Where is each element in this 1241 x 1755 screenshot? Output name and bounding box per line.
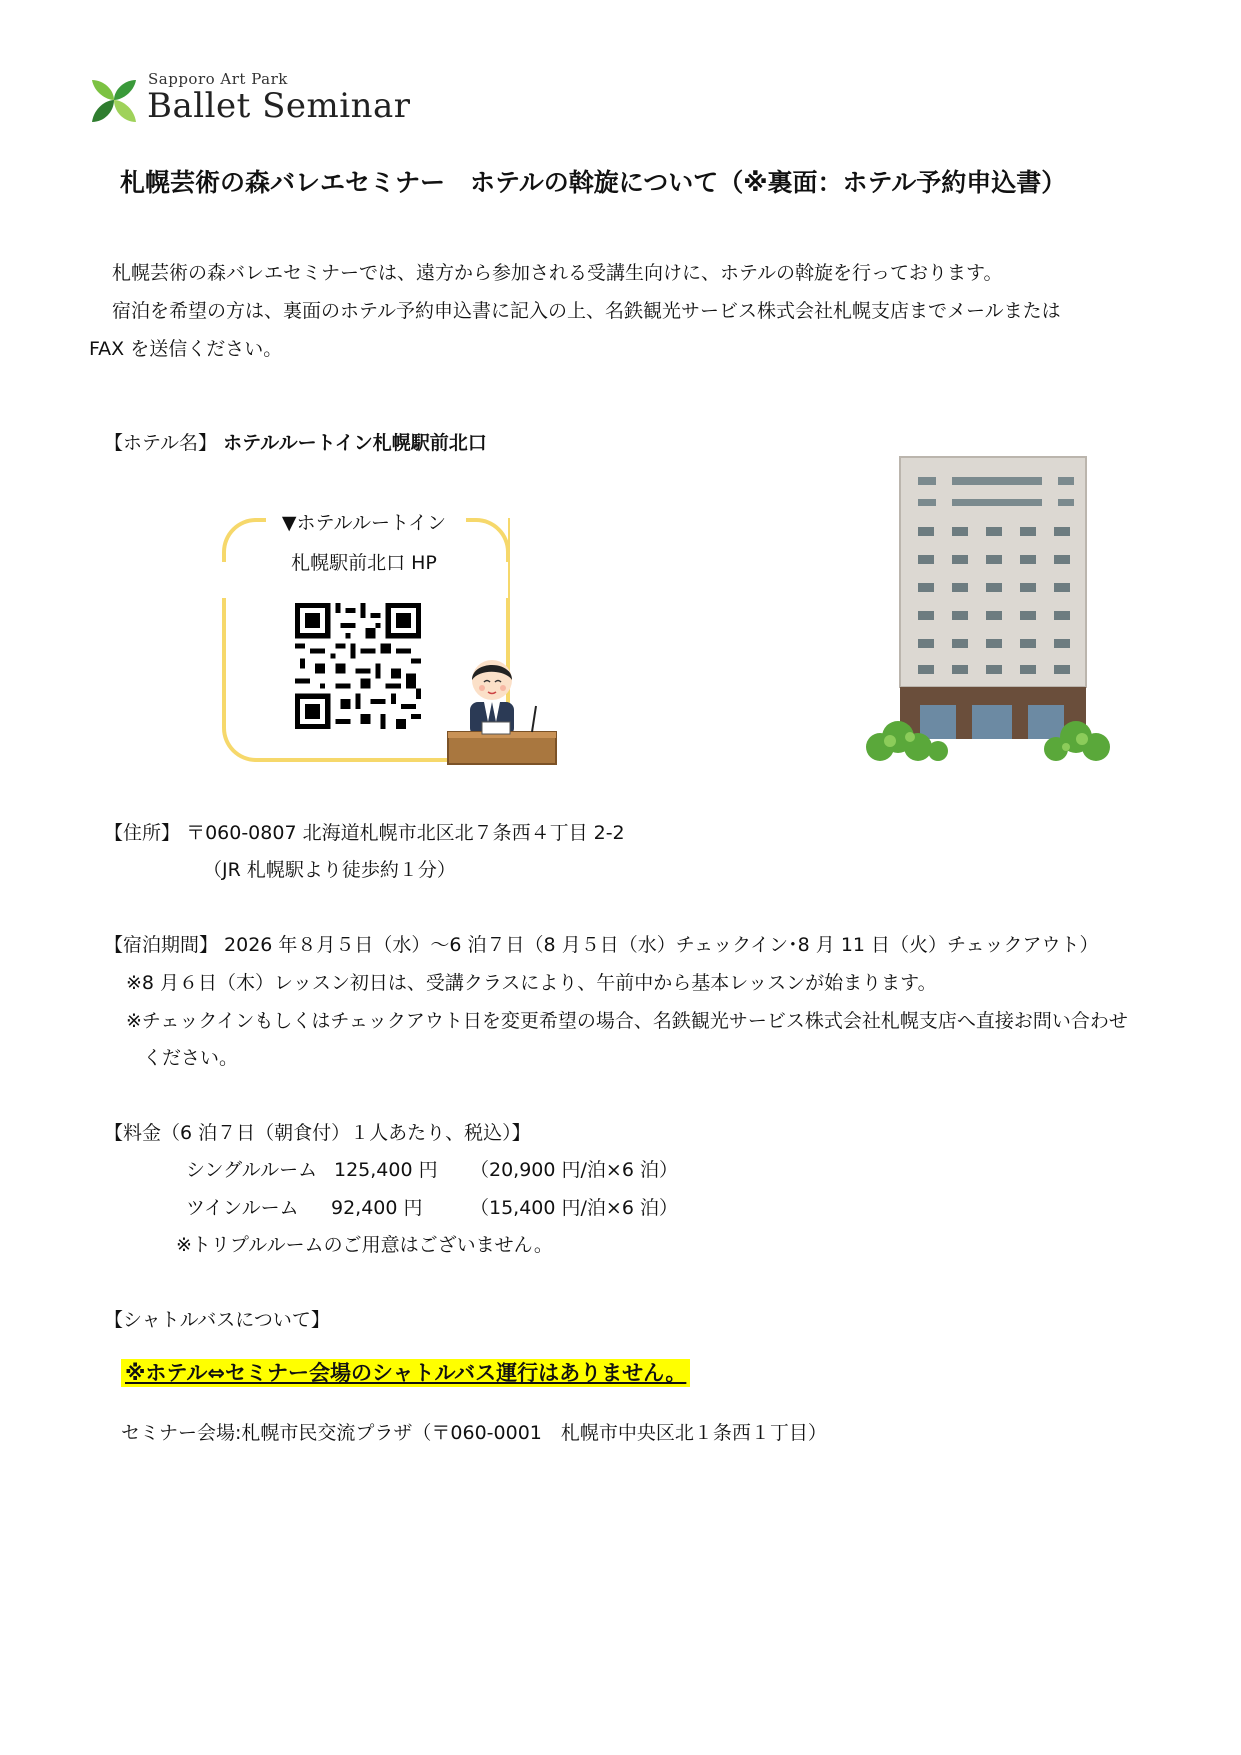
address-row bbox=[104, 818, 625, 845]
logo-title: Ballet Seminar bbox=[147, 86, 411, 126]
seminar-venue: セミナー会場:札幌市民交流プラザ（〒060-0001 札幌市中央区北１条西１丁目） bbox=[121, 1422, 827, 1444]
hotel-building-illustration bbox=[860, 455, 1120, 775]
hotel-name-row bbox=[104, 428, 487, 455]
stay-period: 【宿泊期間】 2026 年８月５日（水）～6 泊７日（8 月５日（水）チェックイン･8 月 11 日（火）チェックアウト） bbox=[104, 934, 1099, 956]
qr-caption-line-2: 札幌駅前北口 HP bbox=[291, 552, 437, 574]
fee-heading: 【料金（6 泊７日（朝食付）１人あたり、税込）】 bbox=[104, 1122, 531, 1144]
shuttle-heading: 【シャトルバスについて】 bbox=[104, 1309, 330, 1331]
intro-line-1: 札幌芸術の森バレエセミナーでは、遠方から参加される受講生向けに、ホテルの斡旋を行っております。 bbox=[112, 262, 1003, 284]
address-note: （JR 札幌駅より徒歩約１分） bbox=[203, 859, 456, 881]
stay-note-2: ※チェックインもしくはチェックアウト日を変更希望の場合、名鉄観光サービス株式会社札幌支店へ直接お問い合わせ bbox=[126, 1010, 1128, 1032]
fee-single-detail: （20,900 円/泊×6 泊） bbox=[470, 1159, 678, 1181]
fee-single-price: 125,400 円 bbox=[334, 1159, 438, 1181]
page-title: 札幌芸術の森バレエセミナー ホテルの斡旋について（※裏面：ホテル予約申込書） bbox=[120, 168, 1067, 197]
fee-single-room: シングルルーム bbox=[186, 1159, 318, 1181]
qr-caption-line-1: ▼ホテルルートイン bbox=[281, 512, 447, 534]
intro-line-2: 宿泊を希望の方は、裏面のホテル予約申込書に記入の上、名鉄観光サービス株式会社札幌支店までメールまたは bbox=[112, 300, 1061, 322]
intro-line-3: FAX を送信ください。 bbox=[89, 338, 283, 360]
stay-note-1: ※8 月６日（木）レッスン初日は、受講クラスにより、午前中から基本レッスンが始まります。 bbox=[126, 972, 937, 994]
logo-subtitle: Sapporo Art Park bbox=[148, 70, 288, 88]
hotel-clerk-illustration bbox=[440, 650, 560, 770]
address-value: 〒060-0807 北海道札幌市北区北７条西４丁目 2-2 bbox=[186, 822, 625, 844]
stay-note-3: ください。 bbox=[143, 1047, 239, 1069]
shuttle-notice-wrap bbox=[121, 1357, 690, 1387]
shuttle-notice: ※ホテル⇔セミナー会場のシャトルバス運行はありません。 bbox=[121, 1359, 690, 1387]
ballet-seminar-logo-icon bbox=[88, 74, 140, 126]
fee-twin-room: ツインルーム bbox=[186, 1197, 299, 1219]
fee-twin-price: 92,400 円 bbox=[331, 1197, 423, 1219]
fee-twin-detail: （15,400 円/泊×6 泊） bbox=[470, 1197, 678, 1219]
fee-note: ※トリプルルームのご用意はございません。 bbox=[176, 1234, 553, 1256]
hotel-name: ホテルルートイン札幌駅前北口 bbox=[223, 432, 487, 454]
hotel-website-qr-code[interactable] bbox=[295, 603, 421, 729]
hotel-name-label: 【ホテル名】 bbox=[104, 432, 218, 454]
address-label: 【住所】 bbox=[104, 822, 181, 844]
